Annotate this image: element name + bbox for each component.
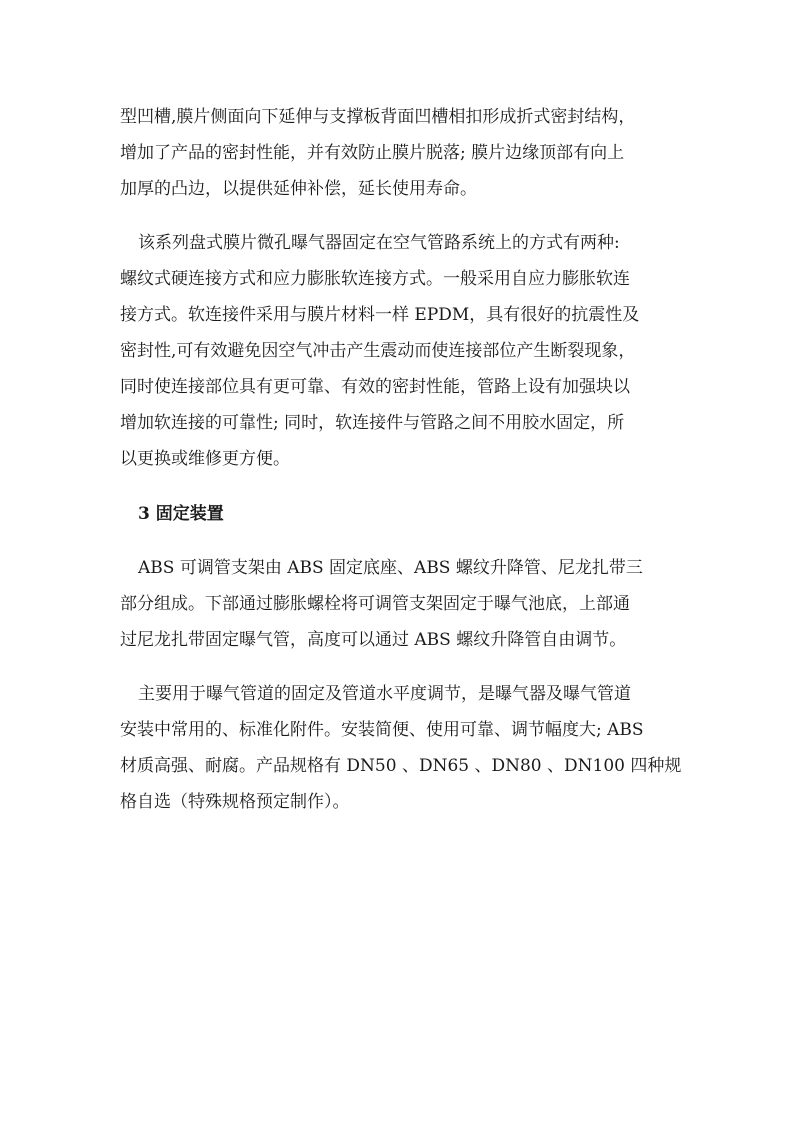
paragraph-line: 材质高强、耐腐。产品规格有 DN50 、DN65 、DN80 、DN100 四种规 (120, 756, 682, 776)
paragraph-line: 过尼龙扎带固定曝气管，高度可以通过 ABS 螺纹升降管自由调节。 (120, 630, 627, 650)
paragraph-line: 该系列盘式膜片微孔曝气器固定在空气管路系统上的方式有两种: (138, 233, 620, 253)
paragraph-line: 同时使连接部位具有更可靠、有效的密封性能，管路上设有加强块以 (120, 377, 630, 397)
paragraph-line: 螺纹式硬连接方式和应力膨胀软连接方式。一般采用自应力膨胀软连 (120, 269, 630, 289)
paragraph-line: 部分组成。下部通过膨胀螺栓将可调管支架固定于曝气池底，上部通 (120, 594, 630, 614)
paragraph-line: 以更换或维修更方便。 (120, 449, 290, 469)
paragraph-line: 增加了产品的密封性能，并有效防止膜片脱落; 膜片边缘顶部有向上 (120, 143, 625, 163)
paragraph-line: 格自选（特殊规格预定制作）。 (120, 792, 350, 812)
paragraph-line: 密封性,可有效避免因空气冲击产生震动而使连接部位产生断裂现象， (120, 341, 636, 361)
section-heading: 3 固定装置 (138, 504, 224, 524)
paragraph-line: 安装中常用的、标准化附件。安装简便、使用可靠、调节幅度大; ABS (120, 720, 644, 740)
paragraph-line: 加厚的凸边，以提供延伸补偿，延长使用寿命。 (120, 179, 477, 199)
paragraph-line: 主要用于曝气管道的固定及管道水平度调节，是曝气器及曝气管道 (138, 684, 631, 704)
paragraph-line: ABS 可调管支架由 ABS 固定底座、ABS 螺纹升降管、尼龙扎带三 (138, 558, 643, 578)
paragraph-line: 增加软连接的可靠性; 同时，软连接件与管路之间不用胶水固定，所 (120, 413, 625, 433)
paragraph-line: 接方式。软连接件采用与膜片材料一样 EPDM，具有很好的抗震性及 (120, 305, 640, 325)
paragraph-line: 型凹槽,膜片侧面向下延伸与支撑板背面凹槽相扣形成折式密封结构， (120, 107, 636, 127)
